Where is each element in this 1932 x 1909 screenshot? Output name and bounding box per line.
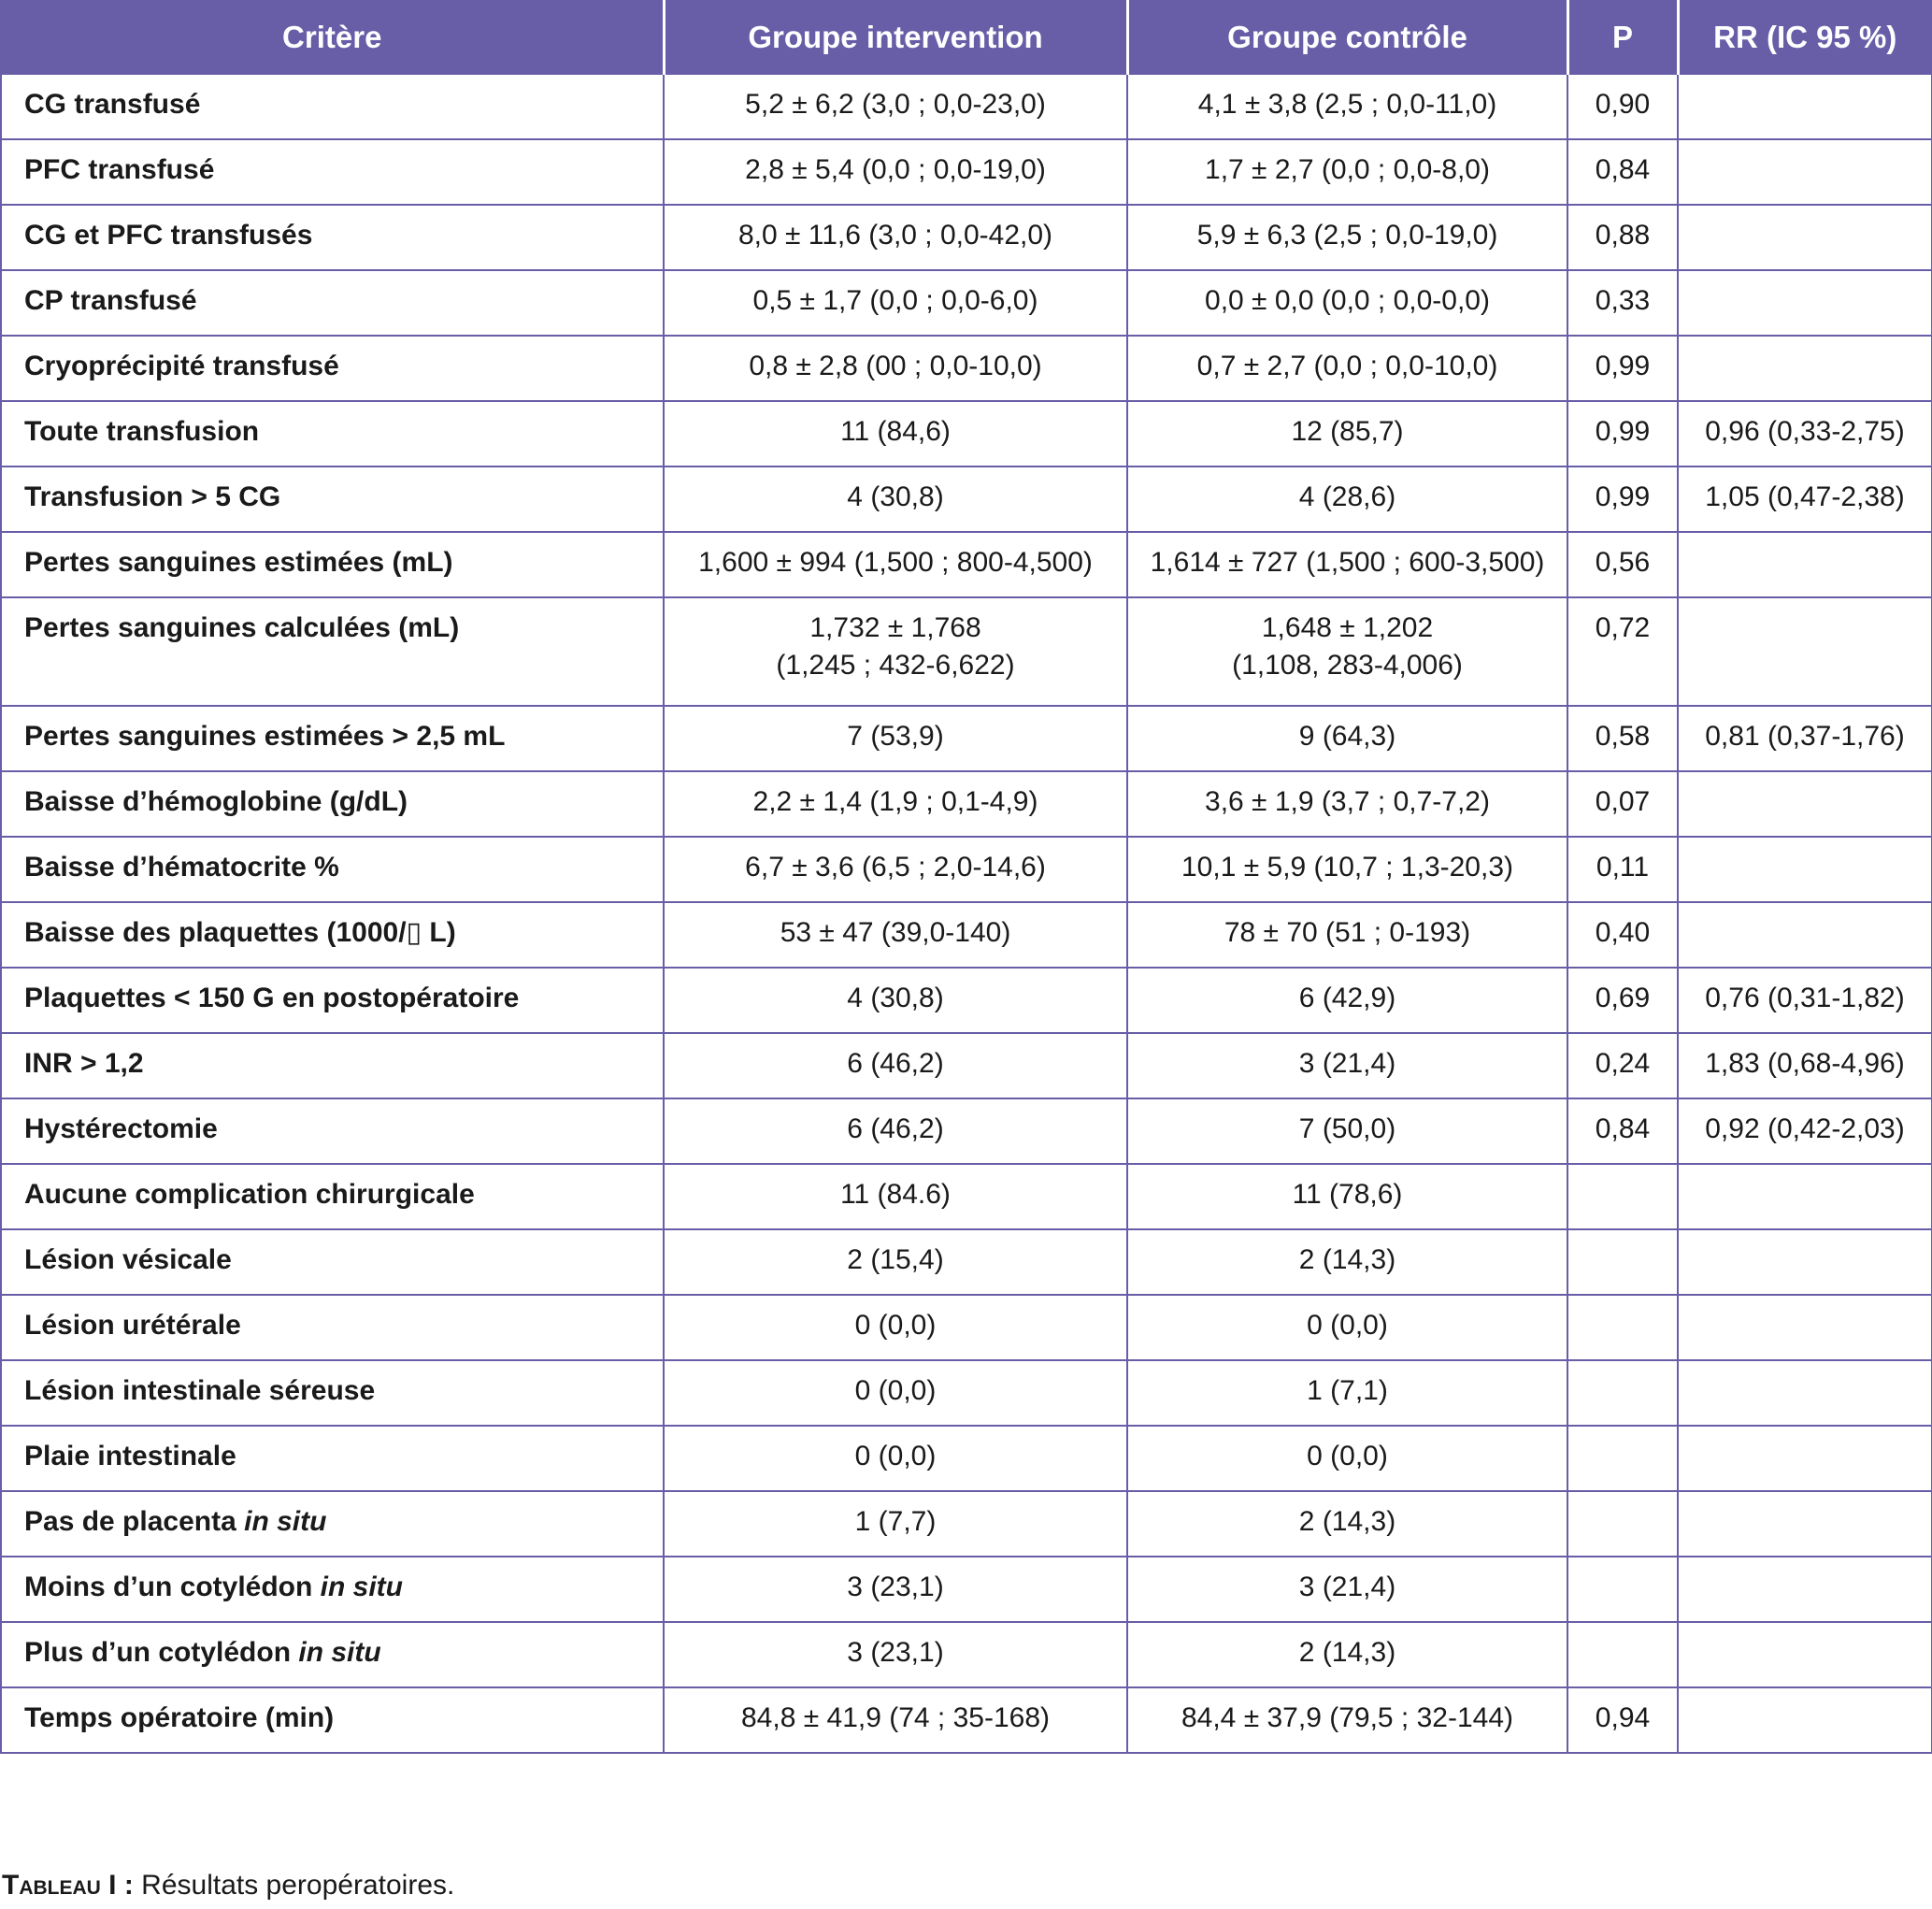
cell-controle bbox=[1127, 597, 1567, 706]
cell-intervention bbox=[664, 1033, 1127, 1098]
cell-p: 0,11 bbox=[1567, 837, 1678, 902]
table-row bbox=[1, 1360, 1932, 1426]
cell-intervention-value: 2,2 ± 1,4 (1,9 ; 0,1-4,9) bbox=[752, 786, 1038, 817]
cell-critere bbox=[1, 1360, 664, 1426]
cell-controle bbox=[1127, 1622, 1567, 1687]
critere-text: PFC transfusé bbox=[24, 154, 215, 185]
cell-controle-value: 4,1 ± 3,8 (2,5 ; 0,0-11,0) bbox=[1197, 89, 1497, 120]
cell-critere bbox=[1, 1687, 664, 1753]
critere-italic-text: in situ bbox=[244, 1506, 327, 1537]
cell-rr bbox=[1678, 1557, 1932, 1622]
cell-controle bbox=[1127, 968, 1567, 1033]
critere-text: Toute transfusion bbox=[24, 416, 260, 447]
cell-controle-value: 2 (14,3) bbox=[1298, 1506, 1396, 1537]
cell-p: 0,90 bbox=[1567, 74, 1678, 139]
cell-intervention bbox=[664, 1491, 1127, 1557]
cell-intervention bbox=[664, 270, 1127, 336]
caption-text: Résultats peropératoires. bbox=[141, 1870, 455, 1901]
cell-p bbox=[1567, 1295, 1678, 1360]
cell-intervention-value: 2 (15,4) bbox=[847, 1244, 944, 1275]
cell-intervention-value: 53 ± 47 (39,0-140) bbox=[780, 917, 1011, 948]
cell-controle-value: 1,648 ± 1,202 bbox=[1261, 612, 1434, 643]
cell-critere bbox=[1, 205, 664, 270]
cell-p: 0,99 bbox=[1567, 336, 1678, 401]
cell-controle bbox=[1127, 706, 1567, 771]
cell-critere bbox=[1, 270, 664, 336]
cell-p: 0,24 bbox=[1567, 1033, 1678, 1098]
critere-text: Lésion intestinale séreuse bbox=[24, 1375, 376, 1406]
cell-controle-value: 1 (7,1) bbox=[1307, 1375, 1388, 1406]
cell-controle bbox=[1127, 336, 1567, 401]
cell-rr bbox=[1678, 1360, 1932, 1426]
table-caption bbox=[2, 1867, 454, 1904]
table-row bbox=[1, 466, 1932, 532]
cell-controle bbox=[1127, 1360, 1567, 1426]
table-row bbox=[1, 270, 1932, 336]
table-row bbox=[1, 1033, 1932, 1098]
cell-rr bbox=[1678, 1295, 1932, 1360]
cell-intervention bbox=[664, 1557, 1127, 1622]
cell-intervention-value: 1 (7,7) bbox=[854, 1506, 937, 1537]
cell-intervention bbox=[664, 74, 1127, 139]
cell-controle bbox=[1127, 1557, 1567, 1622]
cell-controle-value: 10,1 ± 5,9 (10,7 ; 1,3-20,3) bbox=[1181, 852, 1514, 883]
cell-intervention bbox=[664, 532, 1127, 597]
cell-p: 0,94 bbox=[1567, 1687, 1678, 1753]
cell-intervention-value: 11 (84.6) bbox=[840, 1179, 951, 1210]
cell-controle bbox=[1127, 1229, 1567, 1295]
cell-controle-value: 11 (78,6) bbox=[1292, 1179, 1403, 1210]
cell-rr: 0,76 (0,31-1,82) bbox=[1678, 968, 1932, 1033]
cell-controle bbox=[1127, 837, 1567, 902]
cell-p: 0,99 bbox=[1567, 401, 1678, 466]
cell-controle-value: 12 (85,7) bbox=[1291, 416, 1404, 447]
table-row bbox=[1, 205, 1932, 270]
cell-intervention-value: 0 (0,0) bbox=[854, 1441, 937, 1471]
cell-p: 0,56 bbox=[1567, 532, 1678, 597]
critere-text: CP transfusé bbox=[24, 285, 197, 316]
cell-rr bbox=[1678, 139, 1932, 205]
cell-intervention-value-line2: (1,245 ; 432-6,622) bbox=[776, 650, 1015, 681]
cell-critere bbox=[1, 1164, 664, 1229]
critere-text: Moins d’un cotylédon bbox=[24, 1572, 313, 1602]
cell-p: 0,84 bbox=[1567, 1098, 1678, 1164]
cell-intervention-value: 4 (30,8) bbox=[847, 481, 944, 512]
table-row bbox=[1, 401, 1932, 466]
cell-critere bbox=[1, 74, 664, 139]
cell-intervention bbox=[664, 968, 1127, 1033]
header-row bbox=[1, 1, 1932, 74]
cell-critere bbox=[1, 1098, 664, 1164]
cell-rr bbox=[1678, 270, 1932, 336]
table-body bbox=[1, 74, 1932, 1753]
cell-controle-value: 2 (14,3) bbox=[1298, 1244, 1396, 1275]
critere-text: Lésion vésicale bbox=[24, 1244, 232, 1275]
cell-rr bbox=[1678, 1426, 1932, 1491]
cell-intervention-value: 1,732 ± 1,768 bbox=[809, 612, 981, 643]
cell-controle-value: 6 (42,9) bbox=[1298, 983, 1396, 1013]
cell-controle-value: 5,9 ± 6,3 (2,5 ; 0,0-19,0) bbox=[1196, 220, 1498, 251]
table-row bbox=[1, 837, 1932, 902]
critere-italic-text: in situ bbox=[320, 1572, 404, 1602]
cell-controle bbox=[1127, 74, 1567, 139]
cell-p: 0,88 bbox=[1567, 205, 1678, 270]
cell-controle-value: 0 (0,0) bbox=[1307, 1310, 1388, 1341]
cell-critere bbox=[1, 401, 664, 466]
cell-controle bbox=[1127, 902, 1567, 968]
cell-intervention-value: 3 (23,1) bbox=[847, 1637, 944, 1668]
table-row bbox=[1, 1229, 1932, 1295]
table-row bbox=[1, 532, 1932, 597]
critere-italic-text: in situ bbox=[298, 1637, 381, 1668]
cell-controle-value: 3 (21,4) bbox=[1298, 1572, 1396, 1602]
cell-controle bbox=[1127, 1033, 1567, 1098]
cell-rr bbox=[1678, 532, 1932, 597]
cell-intervention bbox=[664, 837, 1127, 902]
table-row bbox=[1, 1557, 1932, 1622]
cell-intervention bbox=[664, 1164, 1127, 1229]
cell-intervention-value: 0,8 ± 2,8 (00 ; 0,0-10,0) bbox=[749, 351, 1042, 381]
critere-text: Aucune complication chirurgicale bbox=[24, 1179, 475, 1210]
cell-intervention-value: 6 (46,2) bbox=[847, 1048, 944, 1079]
cell-rr: 1,83 (0,68-4,96) bbox=[1678, 1033, 1932, 1098]
cell-controle-value: 84,4 ± 37,9 (79,5 ; 32-144) bbox=[1181, 1702, 1514, 1733]
critere-text: Plaie intestinale bbox=[24, 1441, 236, 1471]
table-row bbox=[1, 771, 1932, 837]
cell-p bbox=[1567, 1557, 1678, 1622]
cell-p: 0,33 bbox=[1567, 270, 1678, 336]
cell-intervention-value: 4 (30,8) bbox=[847, 983, 944, 1013]
cell-rr bbox=[1678, 336, 1932, 401]
critere-text: Lésion urétérale bbox=[24, 1310, 241, 1341]
cell-critere bbox=[1, 532, 664, 597]
cell-intervention bbox=[664, 1295, 1127, 1360]
cell-intervention bbox=[664, 1098, 1127, 1164]
table-row bbox=[1, 1426, 1932, 1491]
cell-p bbox=[1567, 1622, 1678, 1687]
critere-text: CG transfusé bbox=[24, 89, 201, 120]
cell-intervention bbox=[664, 706, 1127, 771]
header-intervention: Groupe intervention bbox=[664, 1, 1127, 74]
cell-rr bbox=[1678, 1622, 1932, 1687]
cell-controle bbox=[1127, 466, 1567, 532]
cell-critere bbox=[1, 968, 664, 1033]
table-row bbox=[1, 139, 1932, 205]
cell-controle bbox=[1127, 532, 1567, 597]
cell-controle bbox=[1127, 401, 1567, 466]
cell-intervention-value: 5,2 ± 6,2 (3,0 ; 0,0-23,0) bbox=[745, 89, 1046, 120]
critere-text: Pas de placenta bbox=[24, 1506, 236, 1537]
cell-critere bbox=[1, 1229, 664, 1295]
critere-text: Pertes sanguines calculées (mL) bbox=[24, 612, 460, 643]
table-row bbox=[1, 597, 1932, 706]
table-row bbox=[1, 336, 1932, 401]
cell-intervention bbox=[664, 1622, 1127, 1687]
cell-critere bbox=[1, 902, 664, 968]
cell-intervention bbox=[664, 1229, 1127, 1295]
cell-critere bbox=[1, 771, 664, 837]
cell-critere bbox=[1, 1033, 664, 1098]
cell-critere bbox=[1, 597, 664, 706]
header-controle: Groupe contrôle bbox=[1127, 1, 1567, 74]
cell-intervention bbox=[664, 771, 1127, 837]
header-p: P bbox=[1567, 1, 1678, 74]
cell-critere bbox=[1, 1557, 664, 1622]
cell-p: 0,72 bbox=[1567, 597, 1678, 706]
cell-rr bbox=[1678, 1491, 1932, 1557]
cell-rr: 0,81 (0,37-1,76) bbox=[1678, 706, 1932, 771]
cell-intervention bbox=[664, 336, 1127, 401]
cell-controle-value: 3 (21,4) bbox=[1298, 1048, 1396, 1079]
cell-controle-value: 0,0 ± 0,0 (0,0 ; 0,0-0,0) bbox=[1205, 285, 1490, 316]
cell-critere bbox=[1, 837, 664, 902]
cell-controle bbox=[1127, 139, 1567, 205]
cell-intervention-value: 3 (23,1) bbox=[847, 1572, 944, 1602]
cell-controle-value: 0,7 ± 2,7 (0,0 ; 0,0-10,0) bbox=[1196, 351, 1498, 381]
cell-p bbox=[1567, 1164, 1678, 1229]
cell-rr bbox=[1678, 771, 1932, 837]
table-row bbox=[1, 968, 1932, 1033]
cell-intervention-value: 0 (0,0) bbox=[854, 1375, 937, 1406]
cell-intervention bbox=[664, 597, 1127, 706]
table-row bbox=[1, 74, 1932, 139]
table-row bbox=[1, 706, 1932, 771]
critere-text: Baisse d’hémoglobine (g/dL) bbox=[24, 786, 408, 817]
critere-text: CG et PFC transfusés bbox=[24, 220, 313, 251]
cell-controle-value: 3,6 ± 1,9 (3,7 ; 0,7-7,2) bbox=[1205, 786, 1490, 817]
cell-controle bbox=[1127, 771, 1567, 837]
cell-controle-value: 2 (14,3) bbox=[1298, 1637, 1396, 1668]
cell-intervention bbox=[664, 466, 1127, 532]
table-row bbox=[1, 1622, 1932, 1687]
cell-rr: 0,92 (0,42-2,03) bbox=[1678, 1098, 1932, 1164]
cell-p bbox=[1567, 1491, 1678, 1557]
cell-intervention-value: 8,0 ± 11,6 (3,0 ; 0,0-42,0) bbox=[737, 220, 1053, 251]
cell-rr bbox=[1678, 205, 1932, 270]
header-critere: Critère bbox=[1, 1, 664, 74]
cell-p bbox=[1567, 1229, 1678, 1295]
critere-text: Hystérectomie bbox=[24, 1113, 218, 1144]
cell-controle-value: 78 ± 70 (51 ; 0-193) bbox=[1224, 917, 1471, 948]
cell-intervention bbox=[664, 1687, 1127, 1753]
cell-intervention-value: 0 (0,0) bbox=[854, 1310, 937, 1341]
critere-text: Transfusion > 5 CG bbox=[24, 481, 281, 512]
cell-critere bbox=[1, 1491, 664, 1557]
cell-critere bbox=[1, 466, 664, 532]
table-row bbox=[1, 1295, 1932, 1360]
cell-controle-value: 4 (28,6) bbox=[1298, 481, 1396, 512]
cell-intervention-value: 0,5 ± 1,7 (0,0 ; 0,0-6,0) bbox=[752, 285, 1038, 316]
cell-p: 0,40 bbox=[1567, 902, 1678, 968]
table-row bbox=[1, 1687, 1932, 1753]
table-row bbox=[1, 1164, 1932, 1229]
table-row bbox=[1, 1491, 1932, 1557]
critere-text: Plaquettes < 150 G en postopératoire bbox=[24, 983, 520, 1013]
cell-p bbox=[1567, 1426, 1678, 1491]
cell-critere bbox=[1, 1295, 664, 1360]
cell-intervention-value: 84,8 ± 41,9 (74 ; 35-168) bbox=[740, 1702, 1050, 1733]
critere-text: INR > 1,2 bbox=[24, 1048, 144, 1079]
cell-intervention bbox=[664, 401, 1127, 466]
cell-critere bbox=[1, 706, 664, 771]
cell-intervention-value: 6 (46,2) bbox=[847, 1113, 944, 1144]
cell-p: 0,58 bbox=[1567, 706, 1678, 771]
cell-rr: 1,05 (0,47-2,38) bbox=[1678, 466, 1932, 532]
cell-controle-value: 1,614 ± 727 (1,500 ; 600-3,500) bbox=[1150, 547, 1545, 578]
cell-intervention-value: 6,7 ± 3,6 (6,5 ; 2,0-14,6) bbox=[745, 852, 1046, 883]
cell-controle bbox=[1127, 1491, 1567, 1557]
header-rr: RR (IC 95 %) bbox=[1678, 1, 1932, 74]
cell-p: 0,07 bbox=[1567, 771, 1678, 837]
cell-rr: 0,96 (0,33-2,75) bbox=[1678, 401, 1932, 466]
critere-text: Baisse d’hématocrite % bbox=[24, 852, 339, 883]
cell-critere bbox=[1, 139, 664, 205]
cell-critere bbox=[1, 1426, 664, 1491]
cell-rr bbox=[1678, 837, 1932, 902]
cell-controle-value: 9 (64,3) bbox=[1298, 721, 1396, 752]
cell-intervention bbox=[664, 902, 1127, 968]
critere-text: Cryoprécipité transfusé bbox=[24, 351, 339, 381]
cell-controle bbox=[1127, 1426, 1567, 1491]
cell-intervention bbox=[664, 1426, 1127, 1491]
cell-p bbox=[1567, 1360, 1678, 1426]
cell-intervention-value: 7 (53,9) bbox=[847, 721, 944, 752]
cell-controle-value: 1,7 ± 2,7 (0,0 ; 0,0-8,0) bbox=[1205, 154, 1490, 185]
critere-text: Plus d’un cotylédon bbox=[24, 1637, 292, 1668]
critere-text: Pertes sanguines estimées > 2,5 mL bbox=[24, 721, 506, 752]
cell-controle bbox=[1127, 1098, 1567, 1164]
cell-rr bbox=[1678, 1164, 1932, 1229]
cell-controle-value-line2: (1,108, 283-4,006) bbox=[1232, 650, 1463, 681]
table-row bbox=[1, 1098, 1932, 1164]
cell-p: 0,69 bbox=[1567, 968, 1678, 1033]
cell-rr bbox=[1678, 1229, 1932, 1295]
cell-intervention-value: 1,600 ± 994 (1,500 ; 800-4,500) bbox=[698, 547, 1093, 578]
cell-controle-value: 7 (50,0) bbox=[1298, 1113, 1396, 1144]
caption-label: Tableau I : bbox=[2, 1870, 134, 1901]
cell-intervention-value: 2,8 ± 5,4 (0,0 ; 0,0-19,0) bbox=[745, 154, 1046, 185]
cell-controle bbox=[1127, 1687, 1567, 1753]
cell-controle bbox=[1127, 1295, 1567, 1360]
cell-p: 0,84 bbox=[1567, 139, 1678, 205]
cell-controle bbox=[1127, 205, 1567, 270]
cell-rr bbox=[1678, 74, 1932, 139]
cell-critere bbox=[1, 336, 664, 401]
cell-controle bbox=[1127, 1164, 1567, 1229]
cell-intervention bbox=[664, 1360, 1127, 1426]
cell-controle-value: 0 (0,0) bbox=[1307, 1441, 1388, 1471]
cell-critere bbox=[1, 1622, 664, 1687]
cell-intervention bbox=[664, 205, 1127, 270]
cell-p: 0,99 bbox=[1567, 466, 1678, 532]
critere-text: Pertes sanguines estimées (mL) bbox=[24, 547, 453, 578]
cell-intervention-value: 11 (84,6) bbox=[840, 416, 951, 447]
table-row bbox=[1, 902, 1932, 968]
critere-text: Baisse des plaquettes (1000/▯ L) bbox=[24, 917, 456, 948]
cell-rr bbox=[1678, 597, 1932, 706]
critere-text: Temps opératoire (min) bbox=[24, 1702, 335, 1733]
cell-rr bbox=[1678, 902, 1932, 968]
cell-controle bbox=[1127, 270, 1567, 336]
cell-rr bbox=[1678, 1687, 1932, 1753]
cell-intervention bbox=[664, 139, 1127, 205]
